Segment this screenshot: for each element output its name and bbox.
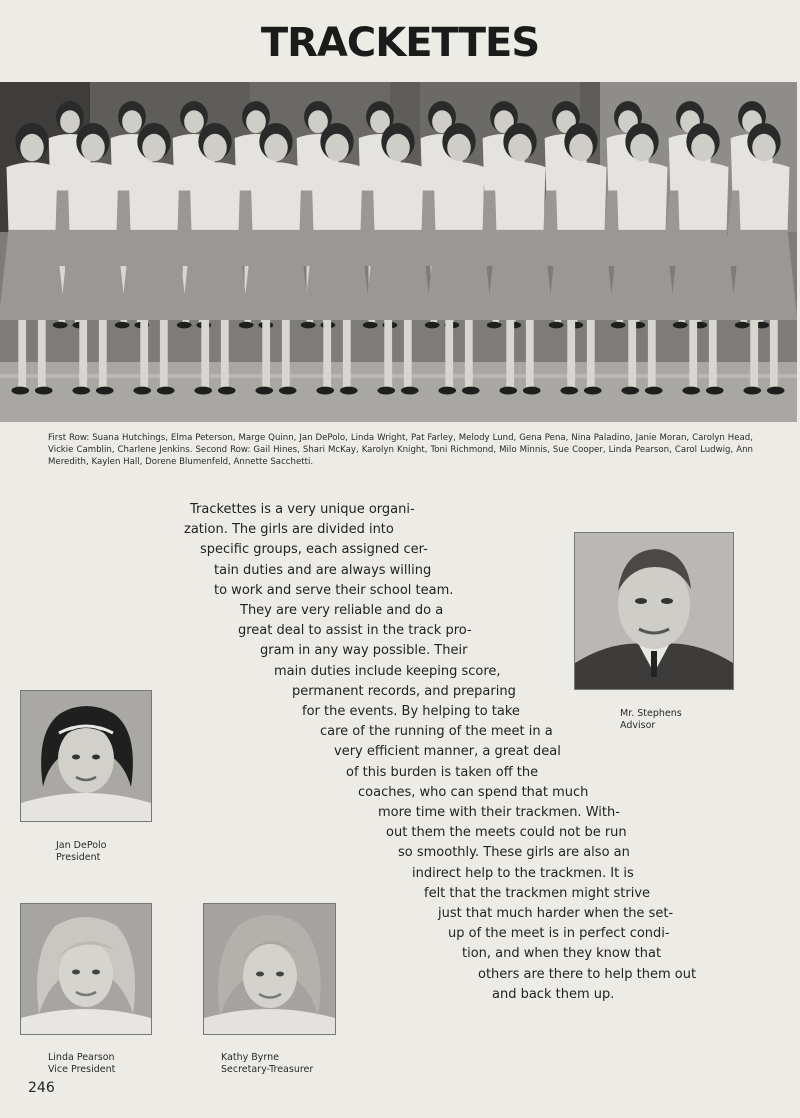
secretary-role: Secretary-Treasurer — [221, 1064, 314, 1075]
article-line: permanent records, and preparing — [292, 683, 516, 699]
article-line: great deal to assist in the track pro- — [238, 623, 472, 639]
president-label — [56, 840, 106, 864]
article-line: coaches, who can spend that much — [358, 784, 589, 800]
secretary-portrait — [203, 903, 336, 1035]
article-line: up of the meet is in perfect condi- — [448, 926, 670, 942]
article-line: felt that the trackmen might strive — [424, 885, 651, 901]
group-photo — [0, 82, 797, 422]
president-portrait — [20, 690, 152, 822]
article-line: Trackettes is a very unique organi- — [190, 502, 415, 517]
vice-president-label — [48, 1052, 115, 1076]
vice-president-portrait — [20, 903, 152, 1035]
president-name: Jan DePolo — [56, 840, 107, 851]
article-line: main duties include keeping score, — [274, 663, 501, 679]
article-line: tion, and when they know that — [462, 946, 662, 962]
group-photo-caption: First Row: Suana Hutchings, Elma Peterson, Marge Quinn, Jan DePolo, Linda Wright, Pat Farley, Melody Lund, Gena Pena, Nina Paladino, Janie Moran, Carolyn Head, Vickie Camblin, Charlene Jenkins. Second Row: Gail Hines, Shari McKay, Karolyn Knight, Toni Richmond, Milo Minnis, Sue Cooper, Linda Pearson, Carol Ludwig, Ann Meredith, Kaylen Hall, Dorene Blumenfeld, Annette Sacchetti. — [48, 433, 753, 467]
article-line: tain duties and are always willing — [214, 562, 432, 578]
article-line: more time with their trackmen. With- — [378, 805, 620, 821]
article-line: care of the running of the meet in a — [320, 724, 553, 740]
page-number: 246 — [28, 1080, 55, 1096]
article-line: of this burden is taken off the — [346, 764, 539, 780]
article-line: so smoothly. These girls are also an — [398, 845, 630, 861]
vice-president-name: Linda Pearson — [48, 1052, 115, 1063]
article-line: specific groups, each assigned cer- — [200, 542, 428, 558]
advisor-portrait — [574, 532, 734, 690]
article-line: out them the meets could not be run — [386, 825, 627, 841]
article-line: for the events. By helping to take — [302, 704, 520, 720]
article-line: to work and serve their school team. — [214, 582, 454, 598]
vice-president-role: Vice President — [48, 1064, 116, 1075]
article-line: and back them up. — [492, 986, 615, 1002]
article-line: just that much harder when the set- — [438, 906, 674, 922]
article-line: zation. The girls are divided into — [184, 522, 394, 538]
advisor-label — [620, 708, 682, 732]
article-line: very efficient manner, a great deal — [334, 744, 561, 760]
page-title: TRACKETTES — [260, 20, 540, 66]
advisor-name: Mr. Stephens — [620, 708, 682, 719]
president-role: President — [56, 852, 101, 863]
article-line: indirect help to the trackmen. It is — [412, 865, 634, 881]
article-line: They are very reliable and do a — [240, 603, 444, 619]
secretary-name: Kathy Byrne — [221, 1052, 280, 1063]
advisor-role: Advisor — [620, 720, 656, 731]
secretary-label — [221, 1052, 313, 1076]
article-line: gram in any way possible. Their — [260, 643, 468, 659]
article-line: others are there to help them out — [478, 966, 697, 982]
